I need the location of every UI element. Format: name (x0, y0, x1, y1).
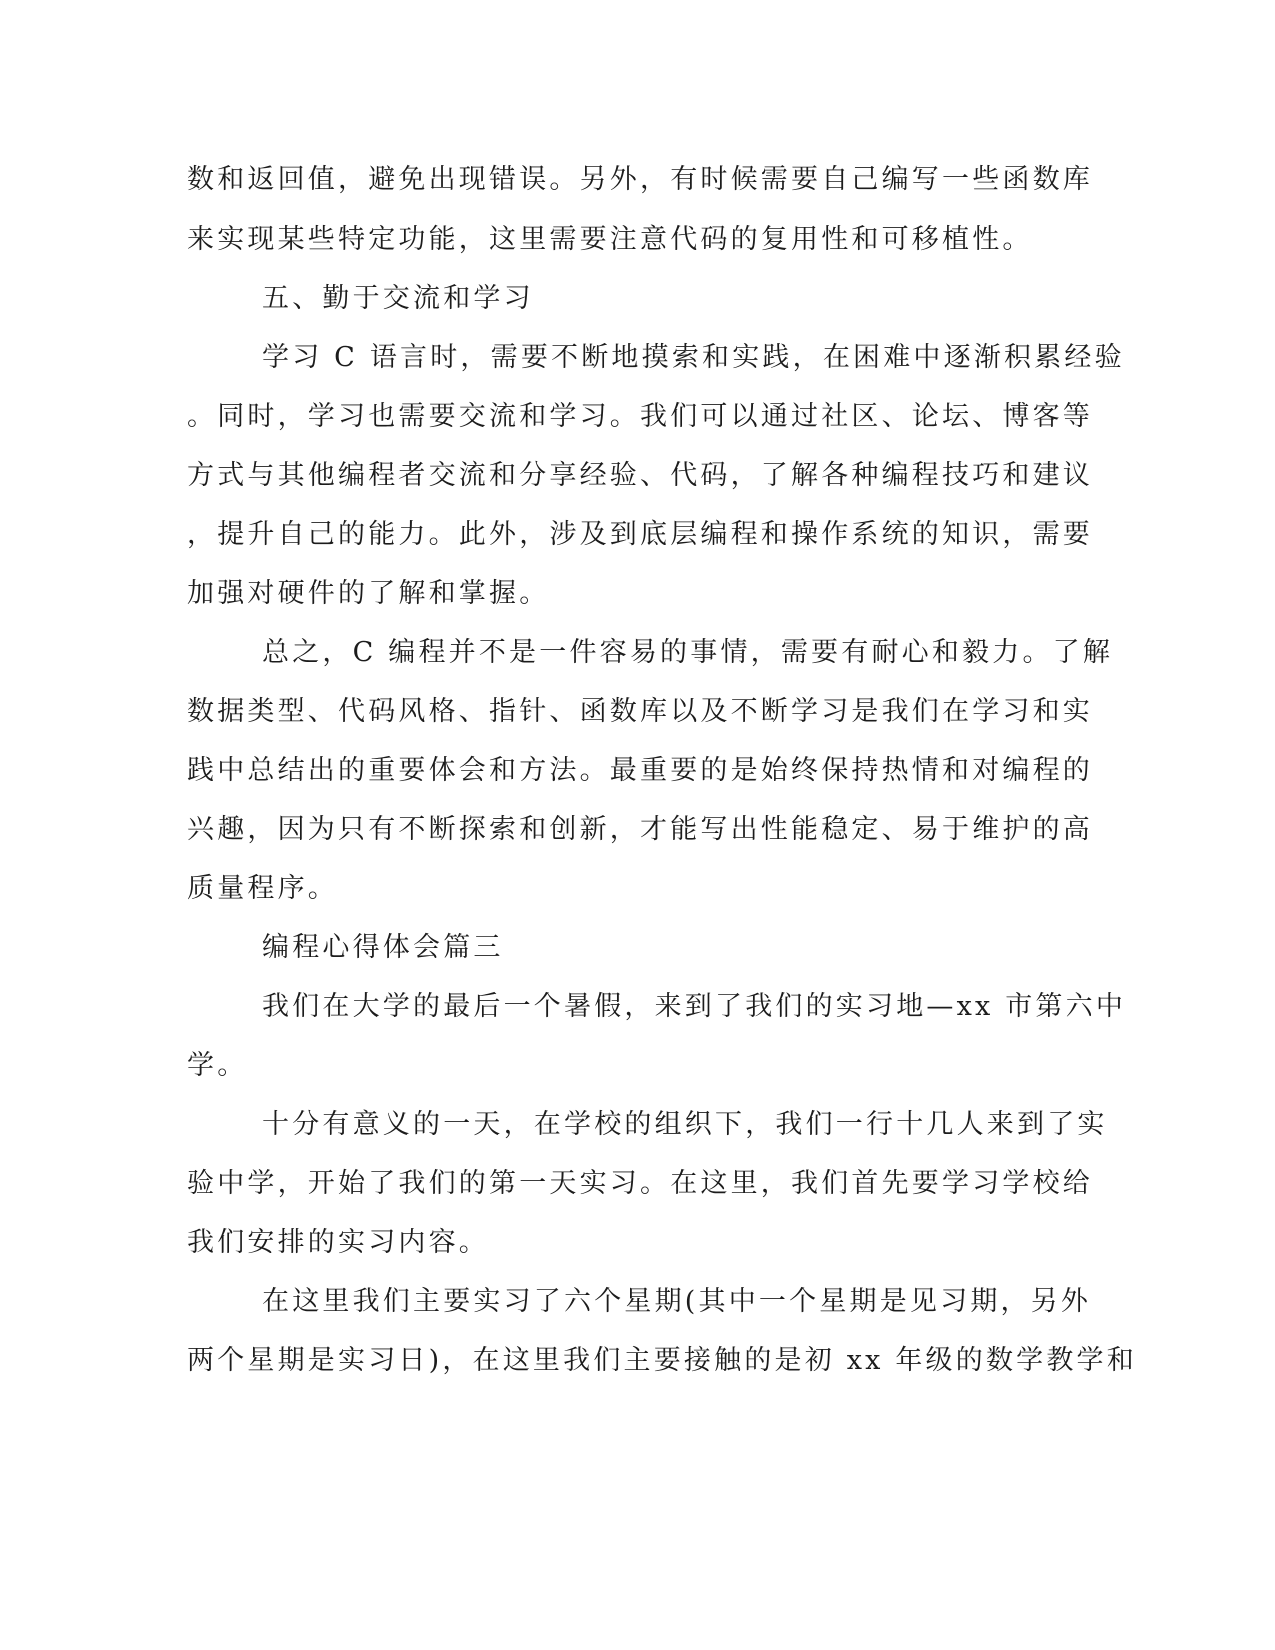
body-text-line: 质量程序。 (187, 873, 338, 904)
section-heading: 编程心得体会篇三 (262, 932, 504, 963)
body-text-line: 加强对硬件的了解和掌握。 (187, 578, 550, 609)
body-text-line: 我们安排的实习内容。 (187, 1227, 489, 1258)
body-text-line: 学。 (187, 1050, 248, 1081)
body-text-line: 数和返回值，避免出现错误。另外，有时候需要自己编写一些函数库 (187, 164, 1093, 195)
body-text-line: 方式与其他编程者交流和分享经验、代码，了解各种编程技巧和建议 (187, 460, 1093, 491)
body-text-line: 践中总结出的重要体会和方法。最重要的是始终保持热情和对编程的 (187, 755, 1093, 786)
body-text-line: 兴趣，因为只有不断探索和创新，才能写出性能稳定、易于维护的高 (187, 814, 1093, 845)
body-text-line: 两个星期是实习日)，在这里我们主要接触的是初 xx 年级的数学教学和 (187, 1345, 1137, 1376)
body-text-line: 十分有意义的一天，在学校的组织下，我们一行十几人来到了实 (262, 1109, 1108, 1140)
body-text-line: 在这里我们主要实习了六个星期(其中一个星期是见习期，另外 (262, 1286, 1092, 1317)
body-text-line: 来实现某些特定功能，这里需要注意代码的复用性和可移植性。 (187, 224, 1033, 255)
section-heading: 五、勤于交流和学习 (262, 283, 534, 314)
body-text-line: 学习 C 语言时，需要不断地摸索和实践，在困难中逐渐积累经验 (262, 342, 1125, 373)
body-text-line: 总之，C 编程并不是一件容易的事情，需要有耐心和毅力。了解 (262, 637, 1114, 668)
body-text-line: 验中学，开始了我们的第一天实习。在这里，我们首先要学习学校给 (187, 1168, 1093, 1199)
body-text-line: 我们在大学的最后一个暑假，来到了我们的实习地—xx 市第六中 (262, 991, 1127, 1022)
body-text-line: 。同时，学习也需要交流和学习。我们可以通过社区、论坛、博客等 (187, 401, 1093, 432)
body-text-line: ，提升自己的能力。此外，涉及到底层编程和操作系统的知识，需要 (187, 519, 1093, 550)
body-text-line: 数据类型、代码风格、指针、函数库以及不断学习是我们在学习和实 (187, 696, 1093, 727)
